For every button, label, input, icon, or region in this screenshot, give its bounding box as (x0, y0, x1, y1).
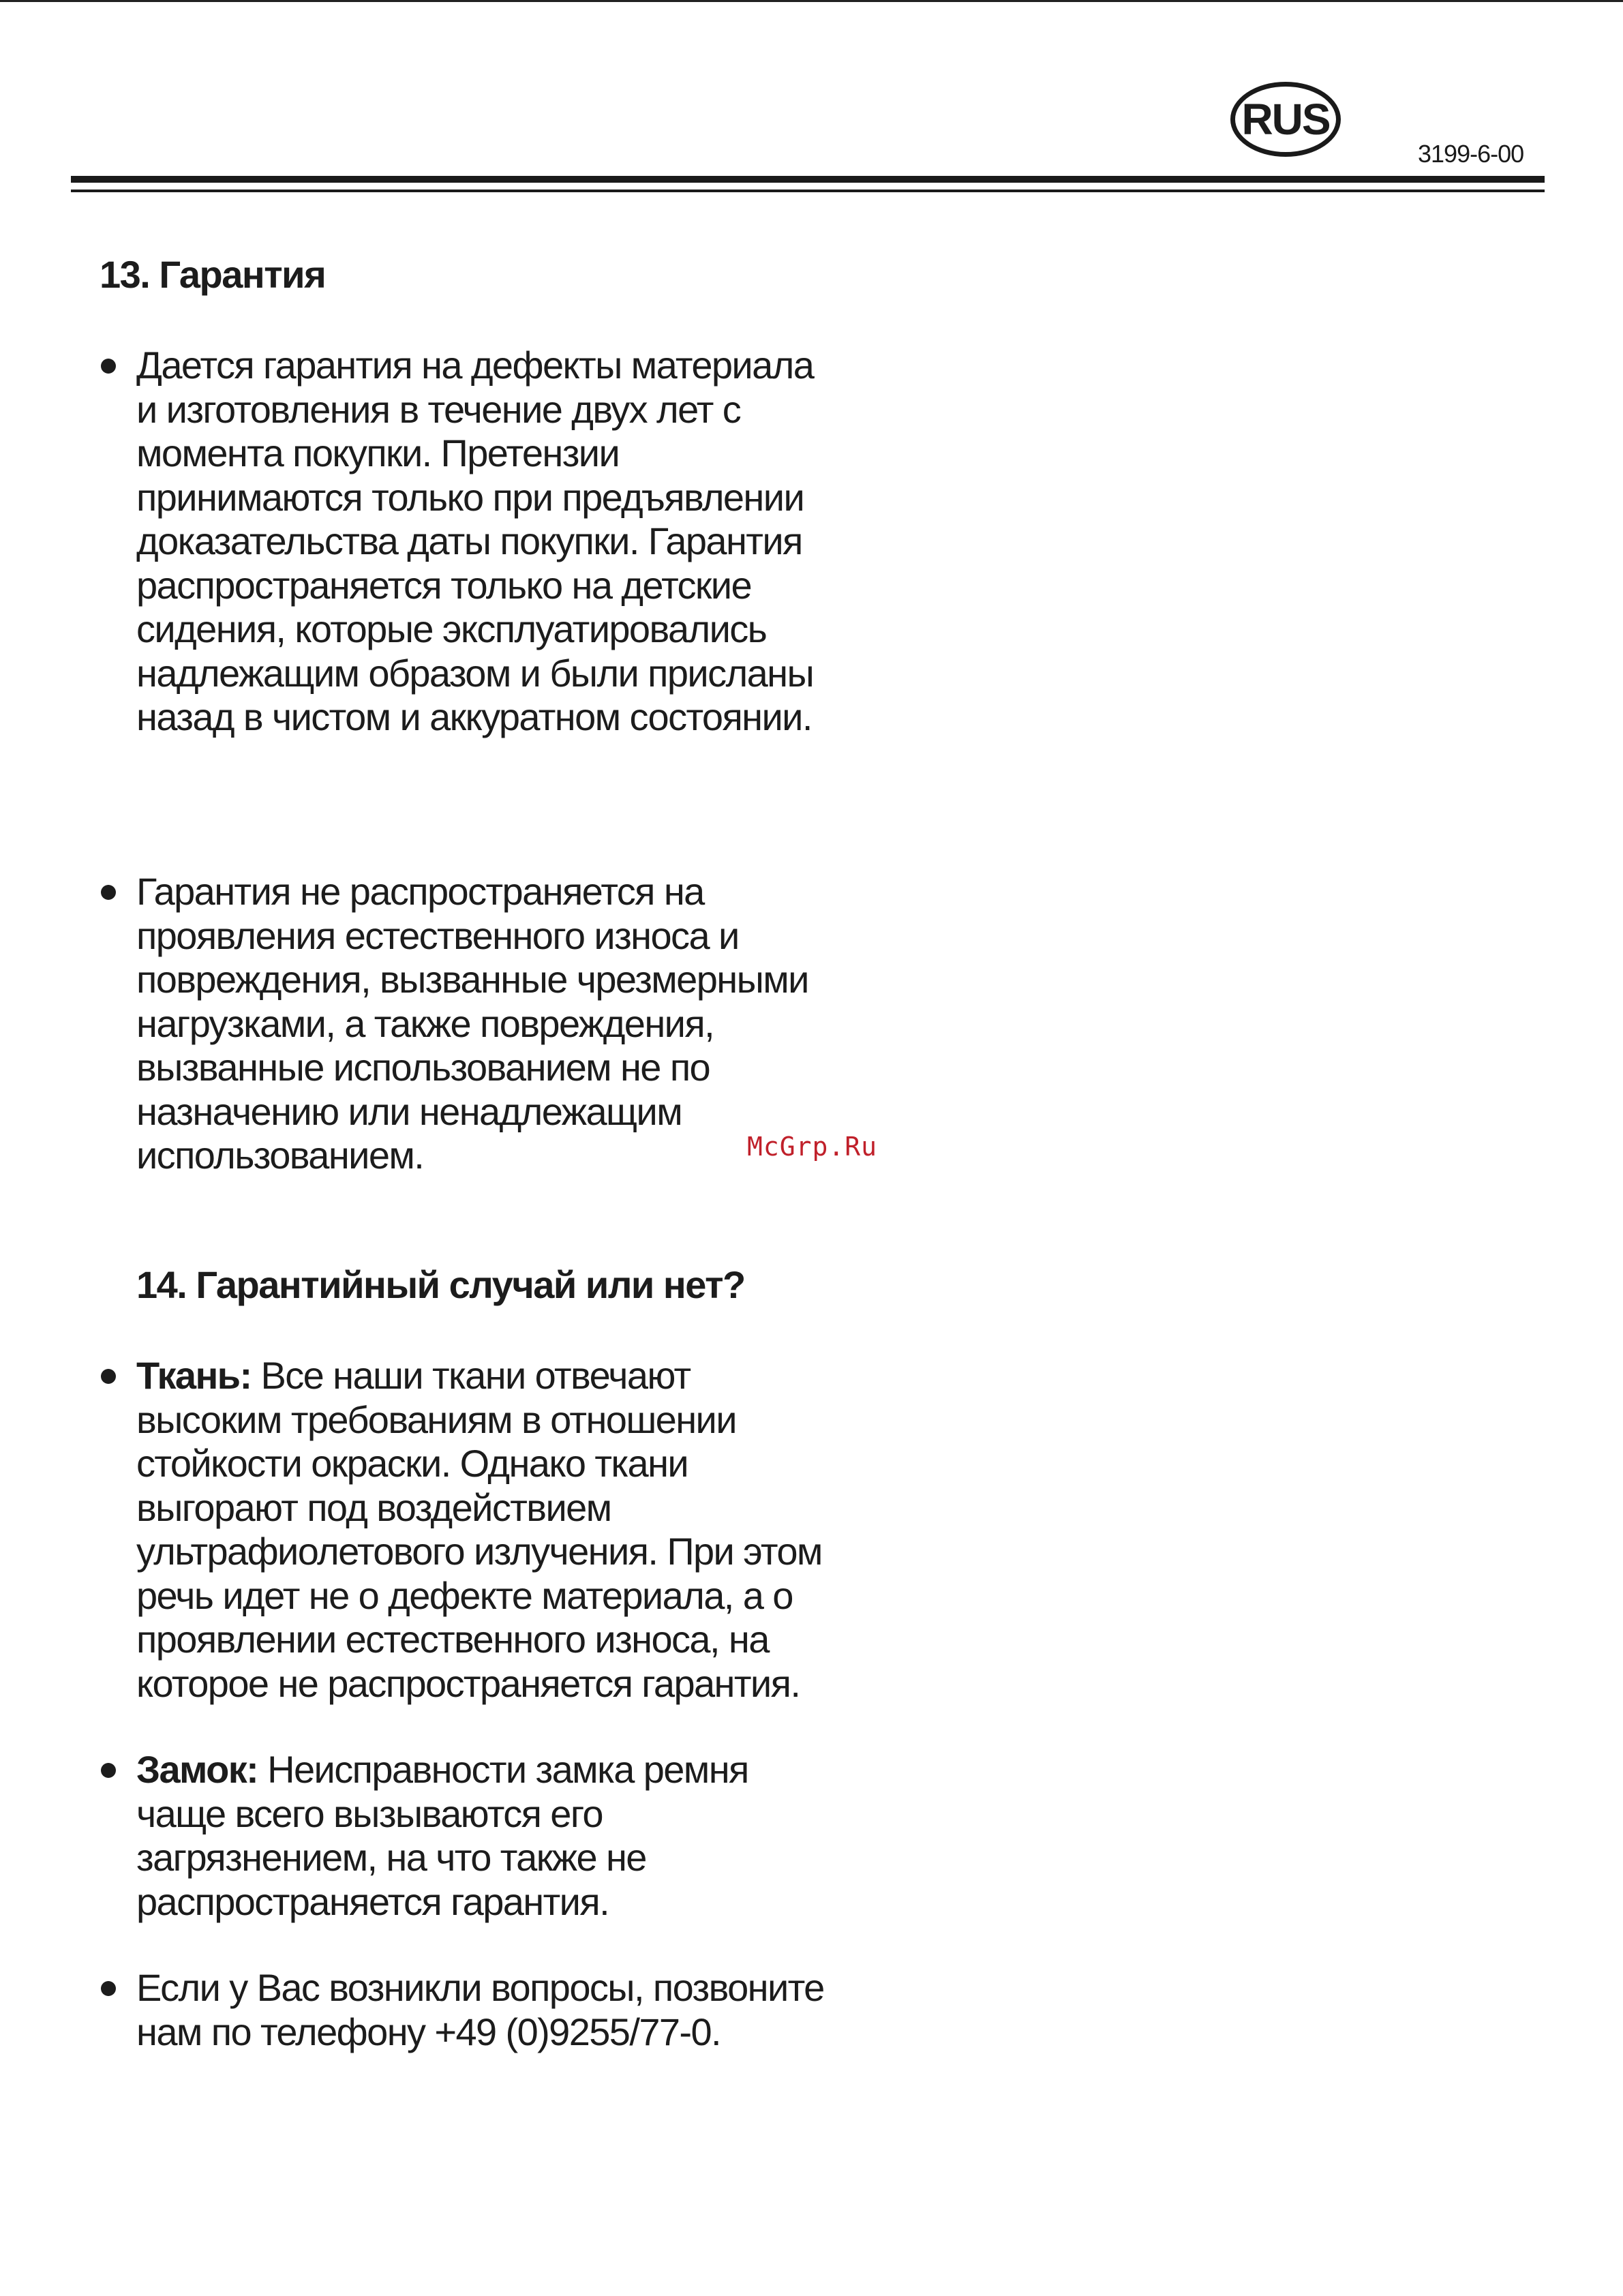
watermark: McGrp.Ru (747, 1132, 878, 1162)
bullet-icon (101, 1763, 116, 1778)
bullet-icon (101, 885, 116, 900)
header-rule-thick (71, 176, 1545, 183)
list-item-body: Все наши ткани отвечают высоким требованиям в отношении стойкости окраски. Однако ткани выгорают под воздействием ультрафиолетового излучения. При этом речь идет не о дефекте материала, а о проявлении естественного износа, на которое не распространяется гарантия. (136, 1354, 822, 1705)
list-item-text (136, 1748, 885, 1924)
list-item-body: Неисправности замка ремня чаще всего вызываются его загрязнением, на что также не распространяется гарантия. (136, 1748, 748, 1923)
list-item-text (136, 1354, 885, 1706)
header-rule-thin (71, 190, 1545, 192)
section-heading-warranty-case: 14. Гарантийный случай или нет? (136, 1263, 745, 1306)
language-badge (1230, 82, 1341, 157)
list-item (101, 1966, 885, 2054)
list-item-lead: Замок: (136, 1748, 258, 1791)
list-item (101, 1354, 885, 1706)
list-item (101, 1748, 885, 1924)
list-item-lead: Ткань: (136, 1354, 252, 1397)
bullet-icon (101, 1369, 116, 1384)
list-item-body: Дается гарантия на дефекты материала и изготовления в течение двух лет с момента покупки. Претензии принимаются только при предъявлении доказательства даты покупки. Гарантия распространяется только на детские сидения, которые эксплуатировались надлежащим образом и были присланы назад в чистом и аккуратном состоянии. (136, 344, 814, 738)
list-item-body: Если у Вас возникли вопросы, позвоните нам по телефону +49 (0)9255/77-0. (136, 1966, 824, 2053)
list-item-text (136, 1966, 885, 2054)
section-heading-warranty: 13. Гарантия (100, 253, 326, 296)
list-item (101, 344, 885, 740)
list-item-body: Гарантия не распространяется на проявления естественного износа и повреждения, вызванные чрезмерными нагрузками, а также повреждения, вызванные использованием не по назначению или ненадлежащим использованием. (136, 870, 808, 1177)
document-code: 3199-6-00 (1418, 140, 1524, 168)
language-badge-label: RUS (1241, 95, 1330, 144)
bullet-icon (101, 1981, 116, 1996)
top-border-line (0, 0, 1623, 2)
list-item-text (136, 344, 885, 740)
bullet-icon (101, 359, 116, 374)
